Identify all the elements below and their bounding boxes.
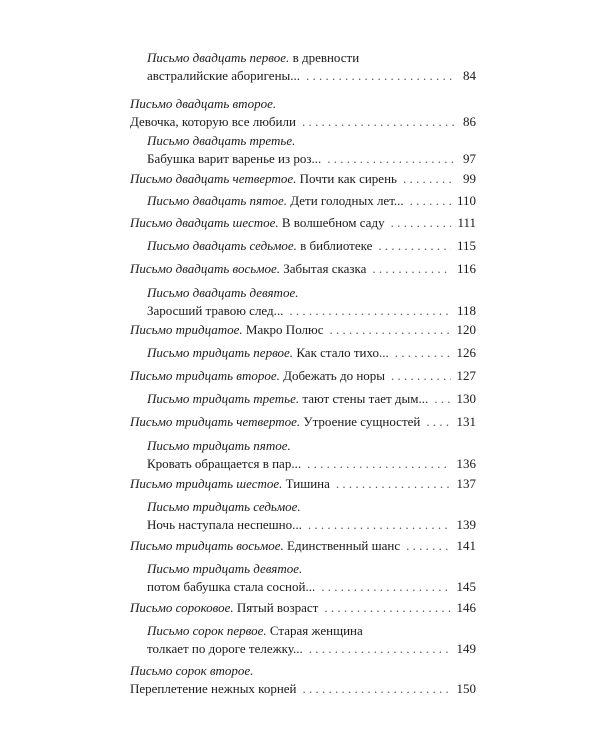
dot-leader: [403, 170, 454, 188]
chapter-title: Как стало тихо...: [293, 345, 389, 360]
toc-line: [130, 599, 476, 617]
chapter-title: Дети голодных лет...: [287, 193, 404, 208]
toc-line: [147, 390, 476, 408]
letter-label: Письмо тридцать пятое.: [147, 438, 291, 453]
page-number: 126: [456, 345, 476, 360]
toc-line: [147, 150, 476, 168]
toc-entry[interactable]: [130, 599, 476, 617]
chapter-title: тают стены тает дым...: [299, 391, 429, 406]
toc-line: [147, 237, 476, 255]
page-number: 118: [456, 303, 476, 318]
toc-entry[interactable]: [130, 475, 476, 493]
toc-entry[interactable]: [130, 214, 476, 232]
dot-leader: [330, 321, 451, 339]
page-number: 127: [456, 368, 476, 383]
toc-entry[interactable]: [130, 662, 476, 698]
letter-label: Письмо тридцать первое.: [147, 345, 294, 360]
chapter-title: В волшебном саду: [278, 215, 385, 230]
chapter-title: Забытая сказка: [280, 261, 367, 276]
dot-leader: [306, 67, 454, 85]
chapter-title: в библиотеке: [296, 238, 373, 253]
chapter-title: Ночь наступала неспешно...: [147, 517, 302, 532]
letter-label: Письмо тридцать седьмое.: [147, 499, 301, 514]
chapter-title: толкает по дороге тележку...: [147, 641, 303, 656]
toc-entry[interactable]: [130, 413, 476, 431]
toc-line: [147, 302, 476, 320]
chapter-title: Заросший травою след...: [147, 303, 284, 318]
letter-label: Письмо тридцать четвертое.: [130, 414, 301, 429]
dot-leader: [307, 455, 450, 473]
dot-leader: [434, 390, 450, 408]
page-number: 110: [456, 193, 476, 208]
dot-leader: [324, 599, 450, 617]
toc-line: [147, 622, 476, 640]
dot-leader: [372, 260, 451, 278]
dot-leader: [303, 680, 451, 698]
chapter-title: Девочка, которую все любили: [130, 114, 296, 129]
toc-line: [147, 640, 476, 658]
letter-label: Письмо двадцать восьмое.: [130, 261, 281, 276]
toc-line: [147, 132, 476, 150]
toc-line: [130, 321, 476, 339]
toc-line: [147, 284, 476, 302]
letter-label: Письмо тридцать шестое.: [130, 476, 283, 491]
letter-label: Письмо двадцать шестое.: [130, 215, 279, 230]
chapter-title: Переплетение нежных корней: [130, 681, 297, 696]
page-number: 136: [456, 456, 476, 471]
toc-line: [147, 67, 476, 85]
toc-entry[interactable]: [147, 560, 476, 596]
chapter-title: Пятый возраст: [233, 600, 319, 615]
letter-label: Письмо сорок второе.: [130, 663, 254, 678]
toc-line: [130, 170, 476, 188]
toc-entry[interactable]: [147, 622, 476, 658]
letter-label: Письмо двадцать четвертое.: [130, 171, 297, 186]
toc-line: [147, 344, 476, 362]
page-number: 137: [456, 476, 476, 491]
letter-label: Письмо сорок первое.: [147, 623, 267, 638]
letter-label: Письмо двадцать пятое.: [147, 193, 287, 208]
toc-entry[interactable]: [130, 321, 476, 339]
toc-entry[interactable]: [130, 537, 476, 555]
dot-leader: [406, 537, 450, 555]
dot-leader: [395, 344, 451, 362]
toc-entry[interactable]: [147, 49, 476, 85]
chapter-title: Макро Полюс: [242, 322, 324, 337]
page-number: 150: [456, 681, 476, 696]
letter-label: Письмо тридцать девятое.: [147, 561, 303, 576]
dot-leader: [308, 516, 451, 534]
dot-leader: [378, 237, 451, 255]
page-number: 97: [463, 151, 476, 166]
chapter-title: Тишина: [282, 476, 330, 491]
toc-entry[interactable]: [147, 192, 476, 210]
chapter-title: Кровать обращается в пар...: [147, 456, 302, 471]
toc-entry[interactable]: [147, 284, 476, 320]
dot-leader: [410, 192, 451, 210]
dot-leader: [289, 302, 451, 320]
chapter-title: Добежать до норы: [279, 368, 386, 383]
page-number: 120: [456, 322, 476, 337]
letter-label: Письмо тридцать третье.: [147, 391, 300, 406]
toc-line: [130, 367, 476, 385]
page-number: 111: [457, 215, 476, 230]
page-number: 141: [456, 538, 476, 553]
chapter-title: Единственный шанс: [283, 538, 401, 553]
dot-leader: [302, 113, 454, 131]
page-number: 139: [456, 517, 476, 532]
page-number: 99: [463, 171, 476, 186]
dot-leader: [336, 475, 451, 493]
toc-entry[interactable]: [147, 132, 476, 168]
page-number: 116: [456, 261, 476, 276]
toc-line: [130, 413, 476, 431]
chapter-title: Почти как сирень: [296, 171, 397, 186]
letter-label: Письмо тридцатое.: [130, 322, 243, 337]
toc-entry[interactable]: [130, 170, 476, 188]
dot-leader: [391, 214, 452, 232]
toc-entry[interactable]: [147, 390, 476, 408]
page-number: 146: [456, 600, 476, 615]
toc-line: [130, 680, 476, 698]
toc-entry[interactable]: [130, 95, 476, 131]
page-number: 145: [456, 579, 476, 594]
toc-line: [147, 560, 476, 578]
chapter-title: в древности: [289, 50, 360, 65]
dot-leader: [309, 640, 451, 658]
toc-line: [130, 537, 476, 555]
letter-label: Письмо двадцать седьмое.: [147, 238, 297, 253]
dot-leader: [391, 367, 450, 385]
toc-entry[interactable]: [147, 237, 476, 255]
toc-entry[interactable]: [147, 344, 476, 362]
toc-line: [130, 475, 476, 493]
toc-entry[interactable]: [130, 367, 476, 385]
toc-line: [147, 49, 476, 67]
toc-line: [130, 214, 476, 232]
letter-label: Письмо двадцать третье.: [147, 133, 296, 148]
dot-leader: [327, 150, 454, 168]
chapter-title: потом бабушка стала сосной...: [147, 579, 316, 594]
page-number: 131: [456, 414, 476, 429]
toc-line: [130, 260, 476, 278]
letter-label: Письмо сороковое.: [130, 600, 234, 615]
letter-label: Письмо двадцать второе.: [130, 96, 277, 111]
chapter-title: Старая женщина: [266, 623, 363, 638]
toc-entry[interactable]: [147, 498, 476, 534]
toc-entry[interactable]: [130, 260, 476, 278]
letter-label: Письмо двадцать первое.: [147, 50, 290, 65]
toc-line: [147, 192, 476, 210]
toc-line: [130, 662, 476, 680]
letter-label: Письмо двадцать девятое.: [147, 285, 299, 300]
toc-entry[interactable]: [147, 437, 476, 473]
toc-line: [147, 455, 476, 473]
chapter-title: Бабушка варит варенье из роз...: [147, 151, 322, 166]
toc-line: [130, 113, 476, 131]
chapter-title: Утроение сущностей: [300, 414, 421, 429]
page-number: 130: [456, 391, 476, 406]
toc-line: [147, 578, 476, 596]
page-number: 115: [456, 238, 476, 253]
letter-label: Письмо тридцать второе.: [130, 368, 280, 383]
toc-line: [130, 95, 476, 113]
page-number: 84: [463, 68, 476, 83]
dot-leader: [321, 578, 450, 596]
toc-line: [147, 498, 476, 516]
chapter-title: австралийские аборигены...: [147, 68, 301, 83]
letter-label: Письмо тридцать восьмое.: [130, 538, 284, 553]
toc-line: [147, 437, 476, 455]
page-number: 149: [456, 641, 476, 656]
dot-leader: [426, 413, 450, 431]
page-number: 86: [463, 114, 476, 129]
toc-line: [147, 516, 476, 534]
